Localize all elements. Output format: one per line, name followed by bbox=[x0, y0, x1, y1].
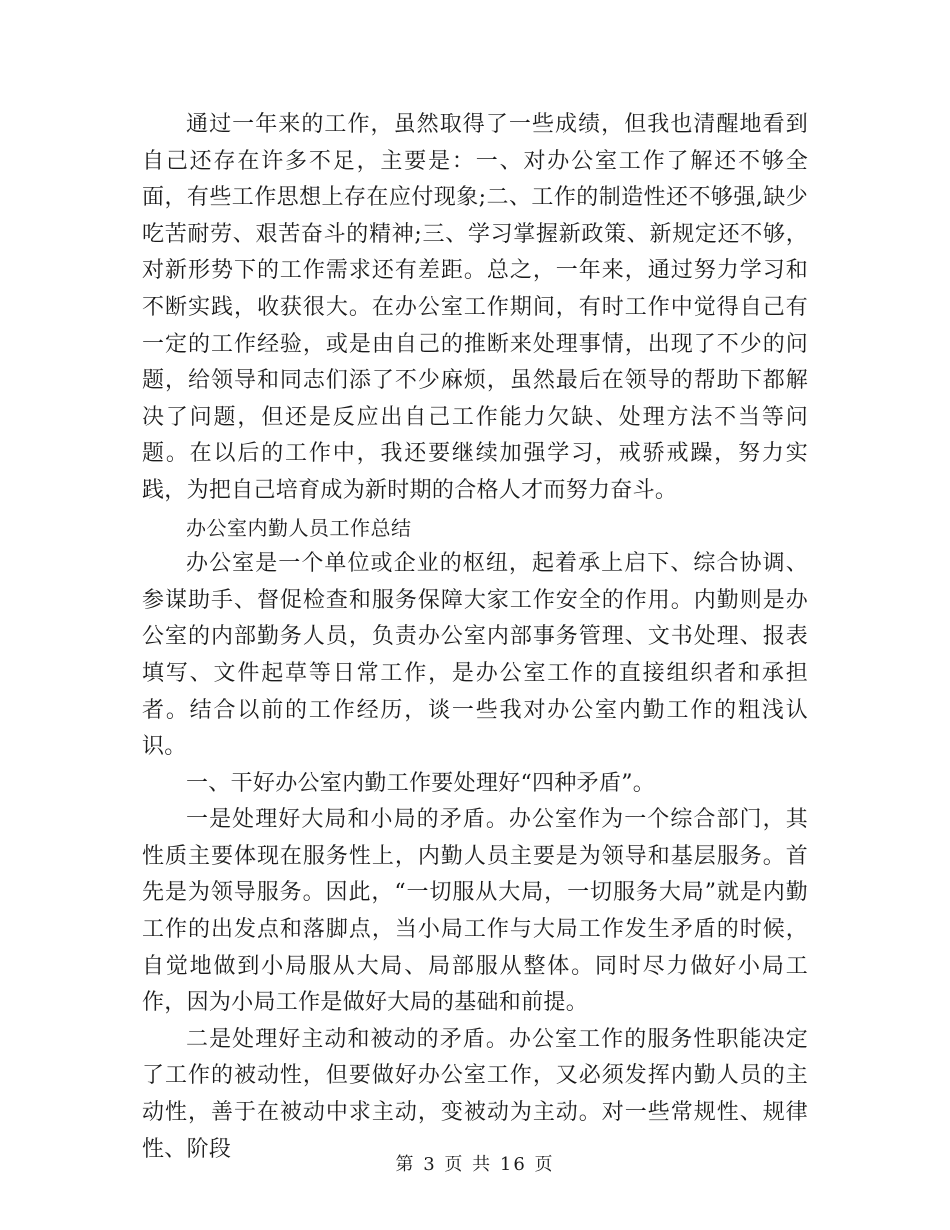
page-footer bbox=[0, 1150, 950, 1176]
footer-suffix: 页 bbox=[534, 1154, 555, 1175]
paragraph-2: 办公室是一个单位或企业的枢纽，起着承上启下、综合协调、参谋助手、督促检查和服务保障大家工作安全的作用。内勤则是办公室的内部勤务人员，负责办公室内部事务管理、文书处理、报表填写、文件起草等日常工作，是办公室工作的直接组织者和承担者。结合以前的工作经历，谈一些我对办公室内勤工作的粗浅认识。 bbox=[142, 551, 808, 760]
footer-middle: 页 共 bbox=[444, 1154, 493, 1175]
footer-current-page: 3 bbox=[423, 1154, 437, 1175]
document-body bbox=[142, 107, 808, 1168]
section-title: 办公室内勤人员工作总结 bbox=[186, 515, 412, 540]
footer-total-pages: 16 bbox=[499, 1154, 527, 1175]
paragraph-5: 二是处理好主动和被动的矛盾。办公室工作的服务性职能决定了工作的被动性，但要做好办公室工作，又必须发挥内勤人员的主动性，善于在被动中求主动，变被动为主动。对一些常规性、规律性、阶段 bbox=[142, 1026, 808, 1162]
paragraph-1: 通过一年来的工作，虽然取得了一些成绩，但我也清醒地看到自己还存在许多不足，主要是：一、对办公室工作了解还不够全面，有些工作思想上存在应付现象;二、工作的制造性还不够强,缺少吃苦耐劳、艰苦奋斗的精神;三、学习掌握新政策、新规定还不够，对新形势下的工作需求还有差距。总之，一年来，通过努力学习和不断实践，收获很大。在办公室工作期间，有时工作中觉得自己有一定的工作经验，或是由自己的推断来处理事情，出现了不少的问题，给领导和同志们添了不少麻烦，虽然最后在领导的帮助下都解决了问题，但还是反应出自己工作能力欠缺、处理方法不当等问题。在以后的工作中，我还要继续加强学习，戒骄戒躁，努力实践，为把自己培育成为新时期的合格人才而努力奋斗。 bbox=[142, 112, 808, 503]
footer-prefix: 第 bbox=[395, 1154, 416, 1175]
paragraph-4: 一是处理好大局和小局的矛盾。办公室作为一个综合部门，其性质主要体现在服务性上，内勤人员主要是为领导和基层服务。首先是为领导服务。因此，“一切服从大局，一切服务大局”就是内勤工作的出发点和落脚点，当小局工作与大局工作发生矛盾的时候，自觉地做到小局服从大局、局部服从整体。同时尽力做好小局工作，因为小局工作是做好大局的基础和前提。 bbox=[142, 807, 808, 1016]
paragraph-3: 一、干好办公室内勤工作要处理好“四种矛盾”。 bbox=[186, 770, 656, 796]
